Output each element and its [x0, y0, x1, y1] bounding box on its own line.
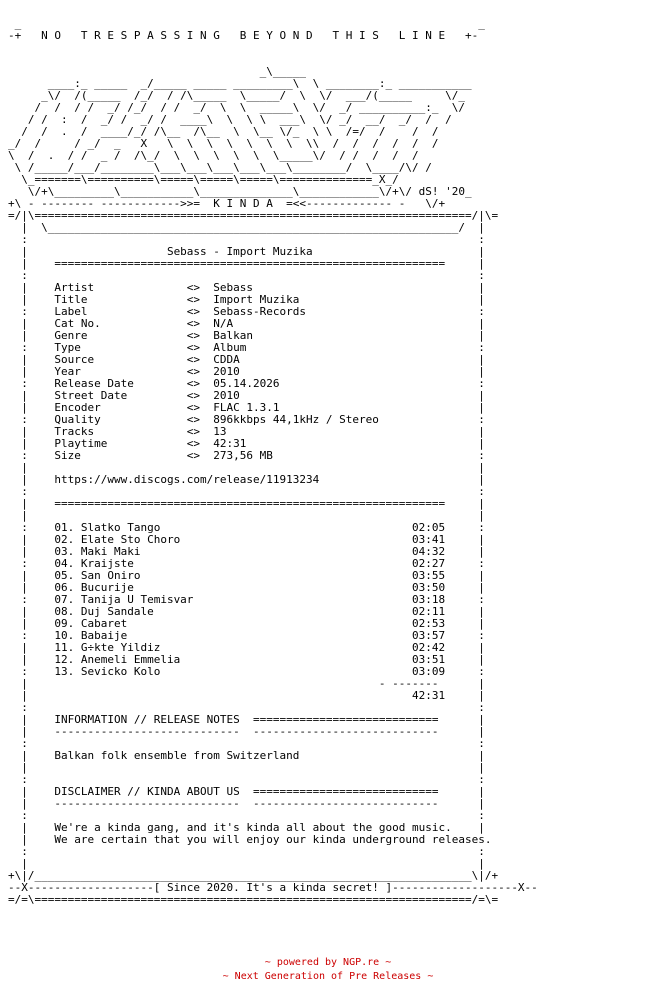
- nfo-line: : 13. Sevicko Kolo 03:09 :: [8, 665, 485, 678]
- nfo-line: : 01. Slatko Tango 02:05 :: [8, 521, 485, 534]
- nfo-line: | Playtime <> 42:31 |: [8, 437, 485, 450]
- nfo-line: | 42:31 |: [8, 689, 485, 702]
- nfo-line: : Quality <> 896kkbps 44,1kHz / Stereo :: [8, 413, 485, 426]
- nfo-line: \/+\_________\___________\______________\____________\/+\/ dS! '20_: [8, 185, 472, 198]
- nfo-line: | Title <> Import Muzika |: [8, 293, 485, 306]
- nfo-line: +\|/__________________________________________________________________\|/+: [8, 869, 499, 882]
- nfo-line: | 09. Cabaret 02:53 |: [8, 617, 485, 630]
- nfo-text-block: [8, 18, 538, 906]
- nfo-line: : 04. Kraijste 02:27 :: [8, 557, 485, 570]
- nfo-line: | INFORMATION // RELEASE NOTES ============================ |: [8, 713, 485, 726]
- nfo-line: | Encoder <> FLAC 1.3.1 |: [8, 401, 485, 414]
- nfo-line: | DISCLAIMER // KINDA ABOUT US ============================ |: [8, 785, 485, 798]
- footer-tagline: ~ Next Generation of Pre Releases ~: [222, 971, 434, 982]
- nfo-line: : :: [8, 845, 485, 858]
- nfo-line: | Cat No. <> N/A |: [8, 317, 485, 330]
- nfo-line: \ / . / / _ / /\_/ \ \ \ \ \ \_____\/ / / / / /: [8, 149, 439, 162]
- nfo-line: | We are certain that you will enjoy our kinda underground releases.: [8, 833, 492, 846]
- nfo-line: | =========================================================== |: [8, 257, 485, 270]
- nfo-line: : Release Date <> 05.14.2026 :: [8, 377, 485, 390]
- nfo-line: | 03. Maki Maki 04:32 |: [8, 545, 485, 558]
- nfo-line: : 07. Tanija U Temisvar 03:18 :: [8, 593, 485, 606]
- nfo-line: : :: [8, 485, 485, 498]
- nfo-line: -+ N O T R E S P A S S I N G B E Y O N D T H I S L I N E +-: [8, 29, 479, 42]
- nfo-line: =/|\==================================================================/|\=: [8, 209, 499, 222]
- nfo-line: | |: [8, 509, 485, 522]
- nfo-line: | Balkan folk ensemble from Switzerland |: [8, 749, 485, 762]
- nfo-line: : :: [8, 269, 485, 282]
- nfo-line: =/=\==================================================================/=\=: [8, 893, 499, 906]
- nfo-line: | \______________________________________________________________/ |: [8, 221, 485, 234]
- nfo-line: : Type <> Album :: [8, 341, 485, 354]
- nfo-line: | 11. G÷kte Yildiz 02:42 |: [8, 641, 485, 654]
- nfo-line: / / : / _/ / _/ / ____\ \ \ \ ___\ \/ _/ __/ _/ / /: [8, 113, 465, 126]
- nfo-line: | Artist <> Sebass |: [8, 281, 485, 294]
- nfo-line: / / . / ____/_/ /\__ /\__ \ \__ \/_ \ \ /=/ / / /: [8, 125, 459, 138]
- nfo-line: : :: [8, 737, 485, 750]
- nfo-line: : Size <> 273,56 MB :: [8, 449, 485, 462]
- nfo-line: _\/ /(_____ /_/ / /\_____ \_____/ \ \/ ___/(_____ \/_: [8, 89, 479, 102]
- footer-powered-by: ~ powered by NGP.re ~: [264, 957, 392, 968]
- nfo-line: | 02. Elate Sto Choro 03:41 |: [8, 533, 485, 546]
- nfo-line: | 05. San Oniro 03:55 |: [8, 569, 485, 582]
- nfo-line: | Genre <> Balkan |: [8, 329, 485, 342]
- nfo-line: : Label <> Sebass-Records :: [8, 305, 485, 318]
- nfo-line: --X-------------------[ Since 2020. It's a kinda secret! ]-------------------X--: [8, 881, 538, 894]
- nfo-line: | Street Date <> 2010 |: [8, 389, 485, 402]
- nfo-line: | Tracks <> 13 |: [8, 425, 485, 438]
- nfo-line: | 06. Bucurije 03:50 |: [8, 581, 485, 594]
- nfo-line: \_=======\==========\=====\=====\=====\==============_X_/: [8, 173, 419, 186]
- nfo-line: : 10. Babaije 03:57 :: [8, 629, 485, 642]
- nfo-line: | |: [8, 761, 485, 774]
- nfo-line: _ _: [8, 17, 485, 30]
- nfo-line: ____:_ _____ _/_____ _____ _________\ \ ________:_ ___________: [8, 77, 505, 90]
- nfo-line: | Source <> CDDA |: [8, 353, 485, 366]
- nfo-line: | ---------------------------- ---------------------------- |: [8, 797, 485, 810]
- nfo-line: : :: [8, 809, 485, 822]
- nfo-line: \ /_____/___/________\___\___\___\___\___\________/ \____/\/ /: [8, 161, 452, 174]
- nfo-line: | 08. Duj Sandale 02:11 |: [8, 605, 485, 618]
- nfo-line: | Year <> 2010 |: [8, 365, 485, 378]
- nfo-line: +\ - -------- ------------>>= K I N D A =<<------------- - \/+: [8, 197, 446, 210]
- nfo-line: | =========================================================== |: [8, 497, 485, 510]
- nfo-line: | We're a kinda gang, and it's kinda all about the good music. |: [8, 821, 485, 834]
- nfo-line: / / / / _/ /_/ / / _/ \ \ _____\ \/ _/ __________:_ \/: [8, 101, 479, 114]
- nfo-line: : :: [8, 773, 485, 786]
- nfo-line: | |: [8, 461, 485, 474]
- footer: [0, 956, 656, 984]
- nfo-line: | Sebass - Import Muzika |: [8, 245, 485, 258]
- nfo-line: | - ------- |: [8, 677, 485, 690]
- nfo-line: _\_____: [8, 65, 492, 78]
- nfo-line: | ---------------------------- ---------------------------- |: [8, 725, 485, 738]
- nfo-line: | https://www.discogs.com/release/11913234 |: [8, 473, 485, 486]
- nfo-line: _/ / / _/ _ X \ \ \ \ \ \ \ \\ / / / / / /: [8, 137, 459, 150]
- nfo-line: | 12. Anemeli Emmelia 03:51 |: [8, 653, 485, 666]
- nfo-line: : :: [8, 233, 485, 246]
- nfo-line: : :: [8, 701, 485, 714]
- nfo-line: | |: [8, 857, 485, 870]
